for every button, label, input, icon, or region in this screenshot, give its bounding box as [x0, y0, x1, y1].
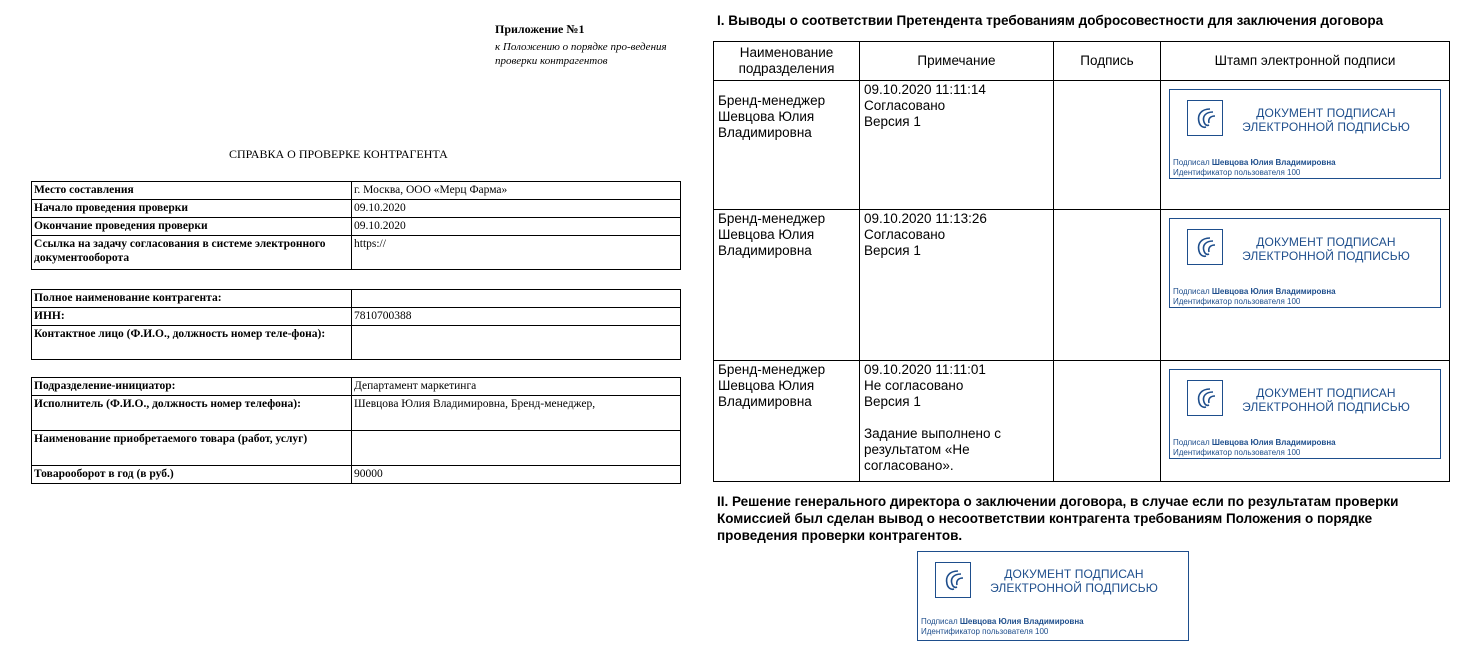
field-label: Начало проведения проверки: [32, 200, 352, 218]
signature-stamp: [917, 551, 1189, 641]
field-value: 09.10.2020: [352, 218, 681, 236]
field-value: г. Москва, ООО «Мерц Фарма»: [352, 182, 681, 200]
signature-logo-icon: [1187, 100, 1223, 136]
signed-by-label: Подписал: [1173, 287, 1210, 296]
table-row: [714, 210, 1450, 361]
table-row: [32, 431, 681, 466]
signature-stamp: [1169, 218, 1441, 308]
stamp-cell: [1161, 81, 1450, 210]
department-cell: Бренд-менеджер Шевцова Юлия Владимировна: [714, 210, 860, 361]
field-label: Подразделение-инициатор:: [32, 378, 352, 396]
table-row: [714, 81, 1450, 210]
note-date: 09.10.2020 11:11:01: [864, 362, 986, 377]
table-row: [32, 200, 681, 218]
approval-table: [713, 41, 1450, 482]
department-cell: Бренд-менеджер Шевцова Юлия Владимировна: [714, 361, 860, 482]
table-row: [32, 326, 681, 360]
stamp-line1: ДОКУМЕНТ ПОДПИСАН: [1256, 106, 1396, 120]
note-status: Согласовано: [864, 227, 946, 242]
note-cell: [860, 210, 1054, 361]
stamp-user-id: Идентификатор пользователя 100: [1173, 448, 1301, 457]
appendix-title: Приложение №1: [495, 22, 585, 36]
table-row: [32, 466, 681, 484]
field-label: Полное наименование контрагента:: [32, 290, 352, 308]
signature-logo-icon: [935, 562, 971, 598]
note-result: Задание выполнено с результатом «Не согласовано».: [864, 426, 1002, 473]
note-version: Версия 1: [864, 394, 921, 409]
table-row: [32, 308, 681, 326]
note-date: 09.10.2020 11:11:14: [864, 82, 986, 97]
field-value: 09.10.2020: [352, 200, 681, 218]
note-cell: [860, 361, 1054, 482]
table-row: [32, 182, 681, 200]
signed-by-label: Подписал: [921, 617, 958, 626]
field-label: Ссылка на задачу согласования в системе электронного документооборота: [32, 236, 352, 270]
signed-by-label: Подписал: [1173, 158, 1210, 167]
field-label: Место составления: [32, 182, 352, 200]
field-label: Исполнитель (Ф.И.О., должность номер телефона):: [32, 396, 352, 431]
signed-by-name: Шевцова Юлия Владимировна: [959, 617, 1084, 626]
note-status: Не согласовано: [864, 378, 964, 393]
signature-logo-icon: [1187, 380, 1223, 416]
field-value: https://: [352, 236, 681, 270]
signed-by-name: Шевцова Юлия Владимировна: [1211, 287, 1336, 296]
department-cell: Бренд-менеджер Шевцова Юлия Владимировна: [714, 81, 860, 210]
signed-by-name: Шевцова Юлия Владимировна: [1211, 438, 1336, 447]
signature-cell: [1054, 81, 1161, 210]
table-row: [714, 361, 1450, 482]
stamp-line1: ДОКУМЕНТ ПОДПИСАН: [1004, 567, 1144, 581]
form-title: СПРАВКА О ПРОВЕРКЕ КОНТРАГЕНТА: [229, 147, 448, 161]
stamp-line2: ЭЛЕКТРОННОЙ ПОДПИСЬЮ: [1242, 120, 1410, 134]
section2-title: II. Решение генерального директора о заключении договора, в случае если по результатам проверки Комиссией был сделан вывод о несоответствии контрагента требованиям Положения о порядке проведения проверки контрагентов.: [717, 494, 1399, 543]
stamp-line2: ЭЛЕКТРОННОЙ ПОДПИСЬЮ: [1242, 249, 1410, 263]
field-label: Товарооборот в год (в руб.): [32, 466, 352, 484]
table-row: [32, 218, 681, 236]
stamp-signed-by: [921, 617, 1084, 626]
signature-logo-icon: [1187, 229, 1223, 265]
section1-title: I. Выводы о соответствии Претендента требованиям добросовестности для заключения договора: [717, 13, 1384, 28]
table-row: [32, 290, 681, 308]
field-value: 90000: [352, 466, 681, 484]
stamp-line2: ЭЛЕКТРОННОЙ ПОДПИСЬЮ: [990, 581, 1158, 595]
note-version: Версия 1: [864, 114, 921, 129]
stamp-cell: [1161, 210, 1450, 361]
field-value: [352, 326, 681, 360]
field-value: Департамент маркетинга: [352, 378, 681, 396]
field-label: Окончание проведения проверки: [32, 218, 352, 236]
header-department: Наименование подразделения: [714, 42, 860, 81]
header-signature: Подпись: [1054, 42, 1161, 81]
signature-stamp: [1169, 89, 1441, 179]
stamp-user-id: Идентификатор пользователя 100: [1173, 297, 1301, 306]
field-value: 7810700388: [352, 308, 681, 326]
initiator-table: [31, 377, 681, 484]
stamp-line2: ЭЛЕКТРОННОЙ ПОДПИСЬЮ: [1242, 400, 1410, 414]
note-date: 09.10.2020 11:13:26: [864, 211, 987, 226]
appendix-subtitle: к Положению о порядке про-ведения проверки контрагентов: [495, 41, 667, 67]
counterparty-table: [31, 289, 681, 360]
field-value: Шевцова Юлия Владимировна, Бренд-менеджер,: [352, 396, 681, 431]
stamp-user-id: Идентификатор пользователя 100: [1173, 168, 1301, 177]
signature-cell: [1054, 210, 1161, 361]
stamp-cell: [1161, 361, 1450, 482]
field-label: Наименование приобретаемого товара (работ, услуг): [32, 431, 352, 466]
note-version: Версия 1: [864, 243, 921, 258]
field-label: ИНН:: [32, 308, 352, 326]
table-row: [32, 396, 681, 431]
note-status: Согласовано: [864, 98, 946, 113]
stamp-line1: ДОКУМЕНТ ПОДПИСАН: [1256, 235, 1396, 249]
field-value: [352, 431, 681, 466]
field-value: [352, 290, 681, 308]
field-label: Контактное лицо (Ф.И.О., должность номер теле-фона):: [32, 326, 352, 360]
header-note: Примечание: [860, 42, 1054, 81]
check-info-table: [31, 181, 681, 270]
header-stamp: Штамп электронной подписи: [1161, 42, 1450, 81]
signed-by-name: Шевцова Юлия Владимировна: [1211, 158, 1336, 167]
note-cell: [860, 81, 1054, 210]
table-row: [32, 236, 681, 270]
director-stamp-wrapper: [917, 551, 1189, 641]
signed-by-label: Подписал: [1173, 438, 1210, 447]
table-header-row: [714, 42, 1450, 81]
stamp-line1: ДОКУМЕНТ ПОДПИСАН: [1256, 386, 1396, 400]
stamp-user-id: Идентификатор пользователя 100: [921, 627, 1049, 636]
table-row: [32, 378, 681, 396]
signature-cell: [1054, 361, 1161, 482]
signature-stamp: [1169, 369, 1441, 459]
